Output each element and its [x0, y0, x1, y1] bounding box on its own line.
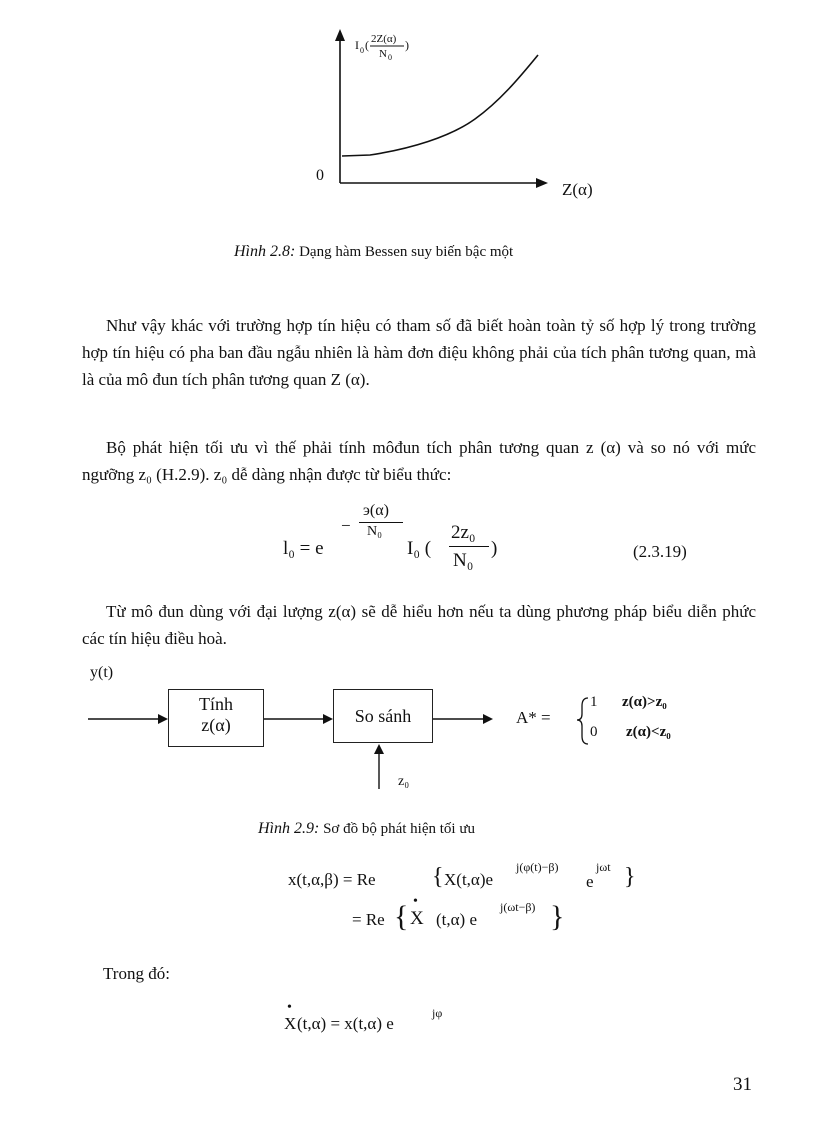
case1-condition: z(α)>z₀: [622, 694, 667, 710]
y-axis-label-prefix: I: [355, 38, 359, 52]
paragraph-1: Như vậy khác với trường hợp tín hiệu có tham số đã biết hoàn toàn tỷ số hợp lý trong trường hợp tín hiệu có pha ban đầu ngẫu nhiên là hàm đơn điệu không phải của tích phân tương quan, mà là của mô đun tích phân tương quan Z (α).: [82, 316, 756, 389]
complex-eq1-exp-base: e: [586, 872, 594, 891]
output-arrow-head: [483, 714, 493, 724]
y-axis-label-num: 2Z(α): [371, 33, 397, 45]
mid-arrow-head: [323, 714, 333, 724]
case2-value: 0: [590, 724, 598, 740]
figure-2-8-caption-prefix: Hình 2.8:: [234, 243, 296, 260]
input-arrow-head: [158, 714, 168, 724]
complex-eq-line-2: [340, 896, 660, 940]
origin-label: 0: [316, 167, 324, 184]
complex-eq1-exp1: j(φ(t)−β): [516, 860, 559, 874]
x-axis-label: Z(α): [562, 180, 593, 199]
y-axis-label-paren-open: (: [365, 38, 369, 52]
figure-2-9-caption-prefix: Hình 2.9:: [258, 820, 320, 837]
complex-eq1-brace-close: }: [624, 864, 636, 890]
eq-number: (2.3.19): [633, 542, 687, 561]
block-compute-z-line2: z(α): [201, 715, 231, 735]
figure-2-8-caption: [234, 243, 513, 261]
case1-value: 1: [590, 694, 598, 710]
complex-eq1-body: X(t,α)e: [444, 870, 494, 889]
input-label: y(t): [90, 664, 114, 681]
figure-2-9-diagram: [80, 664, 780, 824]
complex-eq2-brace-close: }: [550, 900, 565, 933]
final-eq-exp: jφ: [432, 1006, 443, 1020]
complex-eq1-brace-open: {: [432, 864, 444, 890]
block-compute-z-line1: Tính: [199, 694, 233, 714]
y-axis-label-paren-close: ): [405, 38, 409, 52]
eq-frac-num: 2z₀: [451, 522, 476, 543]
where-label: Trong đó:: [103, 964, 170, 983]
figure-2-8-graph: [300, 25, 620, 210]
final-eq-args: (t,α) = x(t,α) e: [297, 1014, 394, 1033]
complex-eq2-body: (t,α) e: [436, 910, 477, 929]
complex-eq1-exp2: jωt: [596, 860, 611, 874]
figure-2-9-caption: [258, 820, 475, 838]
paragraph-3: Từ mô đun dùng với đại lượng z(α) sẽ dễ hiểu hơn nếu ta dùng phương pháp biểu diễn phức các tín hiệu điều hoà.: [82, 602, 756, 648]
complex-eq2-brace-open: {: [394, 900, 409, 933]
complex-eq1-lhs: x(t,α,β) = Re: [288, 870, 376, 889]
y-axis-arrow: [335, 29, 345, 41]
complex-eq2-lhs: = Re: [352, 910, 385, 929]
bessel-curve: [342, 55, 538, 156]
eq-frac-bar: [449, 546, 489, 547]
complex-eq2-dot: •: [413, 894, 418, 909]
figure-2-8-caption-text: Dạng hàm Bessen suy biến bậc một: [299, 244, 514, 260]
eq-frac-den: N₀: [453, 550, 474, 571]
figure-2-9-caption-text: Sơ đồ bộ phát hiện tối ưu: [323, 821, 475, 837]
final-eq-dot: •: [287, 1000, 292, 1015]
output-label: A* =: [516, 708, 551, 727]
final-eq-symbol: X: [284, 1014, 297, 1033]
eq-exp-num: э(α): [363, 502, 389, 519]
complex-eq2-symbol: X: [410, 908, 424, 929]
case-brace: [577, 698, 588, 744]
paragraph-2: Bộ phát hiện tối ưu vì thế phải tính môđun tích phân tương quan z (α) và so nó với mức ngưỡng z₀ (H.2.9). z₀ dễ dàng nhận được từ biểu thức:: [82, 438, 756, 484]
eq-exp-den: N₀: [367, 524, 382, 539]
eq-exp-minus: −: [341, 516, 351, 535]
y-axis-label-den-sub: 0: [388, 53, 392, 62]
x-axis-arrow: [536, 178, 548, 188]
threshold-arrow-head: [374, 744, 384, 754]
equation-2-3-19: [283, 498, 723, 578]
page-number: 31: [733, 1074, 752, 1095]
eq-bessel: I₀ (: [407, 538, 432, 559]
block-compute-z: [168, 689, 264, 747]
complex-eq2-exp: j(ωt−β): [500, 900, 536, 914]
eq-close: ): [491, 538, 498, 559]
block-compare: So sánh: [333, 689, 433, 743]
eq-lhs: l₀ = e: [283, 538, 324, 559]
y-axis-label-sub: 0: [360, 46, 364, 55]
case2-condition: z(α)<z₀: [626, 724, 671, 740]
complex-eq-line-1: [288, 860, 668, 896]
y-axis-label-den: N: [379, 48, 387, 60]
eq-exp-bar: [359, 522, 403, 523]
threshold-label: z₀: [398, 774, 410, 789]
final-equation: [284, 1000, 544, 1040]
